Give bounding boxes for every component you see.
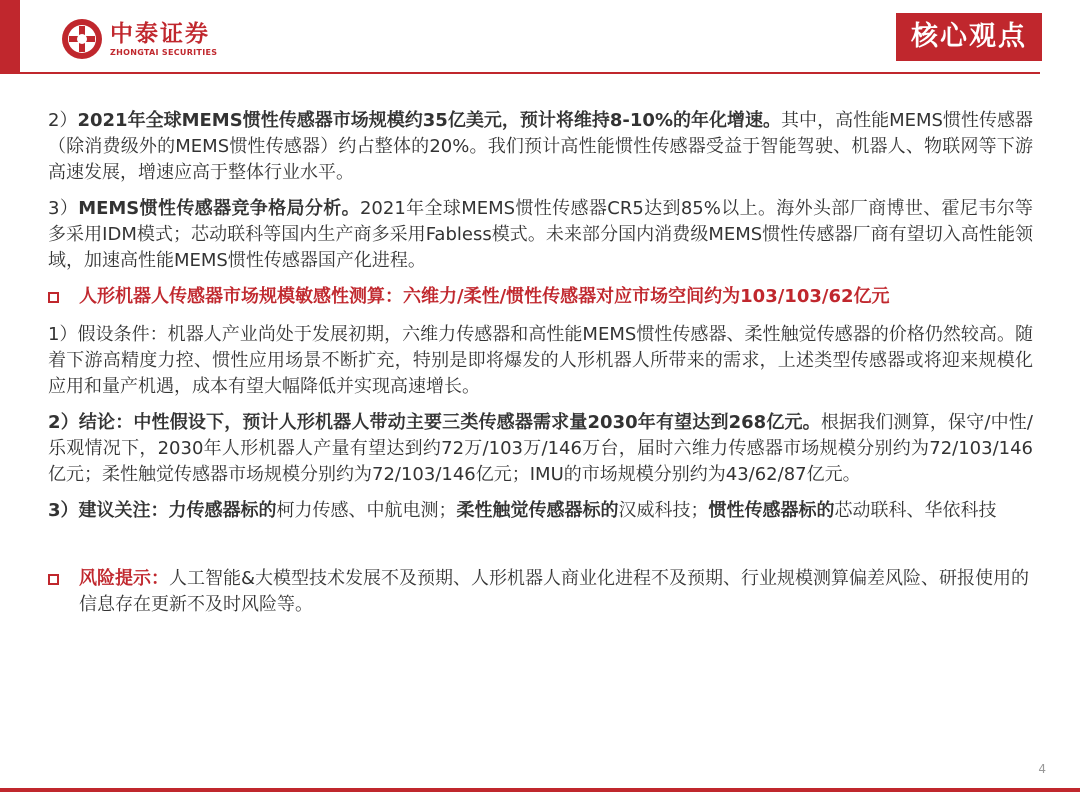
recommend-stocks-force: 柯力传感、中航电测； xyxy=(276,500,457,521)
footer-divider xyxy=(0,788,1080,792)
paragraph-competition xyxy=(48,196,1033,274)
square-bullet-icon xyxy=(48,574,59,585)
zhongtai-logo-icon xyxy=(60,17,104,61)
paragraph-number: 2） xyxy=(48,110,78,131)
paragraph-assumptions xyxy=(48,322,1033,400)
page-number: 4 xyxy=(1038,762,1046,776)
page-title-box xyxy=(896,13,1042,61)
brand-logo xyxy=(60,17,217,61)
recommend-lead: 3）建议关注： xyxy=(48,500,169,521)
paragraph-text: 1）假设条件：机器人产业尚处于发展初期，六维力传感器和高性能MEMS惯性传感器、柔性触觉传感器的价格仍然较高。随着下游高精度力控、惯性应用场景不断扩充，特别是即将爆发的人形机器人所带来的需求，上述类型传感器或将迎来规模化应用和量产机遇，成本有望大幅降低并实现高速增长。 xyxy=(48,324,1033,397)
recommend-stocks-inertial: 芯动联科、华依科技 xyxy=(834,500,997,521)
brand-name-en: ZHONGTAI SECURITIES xyxy=(110,47,218,57)
paragraph-bold: MEMS惯性传感器竞争格局分析。 xyxy=(78,198,360,219)
recommend-stocks-flexible: 汉威科技； xyxy=(618,500,709,521)
square-bullet-icon xyxy=(48,292,59,303)
risk-label: 风险提示： xyxy=(79,568,169,589)
recommend-category-force: 力传感器标的 xyxy=(168,500,277,521)
header-divider xyxy=(0,72,1040,74)
paragraph-conclusion xyxy=(48,410,1033,488)
paragraph-text: 其中，高性能MEMS惯性传感器（除消费级外的MEMS惯性传感器）约占整体的20%。我们预计高性能惯性传感器受益于智能驾驶、机器人、物联网等下游高速发展，增速应高于整体行业水平。 xyxy=(48,110,1033,183)
risk-warning xyxy=(48,566,1033,618)
paragraph-bold: 2）结论：中性假设下，预计人形机器人带动主要三类传感器需求量2030年有望达到268亿元。 xyxy=(48,412,821,433)
brand-name-cn: 中泰证券 xyxy=(110,20,210,47)
paragraph-market-size xyxy=(48,108,1033,186)
main-content xyxy=(48,108,1033,618)
paragraph-text: 根据我们测算，保守/中性/乐观情况下，2030年人形机器人产量有望达到约72万/103万/146万台，届时六维力传感器市场规模分别约为72/103/146亿元；柔性触觉传感器市场规模分别约为72/103/146亿元；IMU的市场规模分别约为43/62/87亿元。 xyxy=(48,412,1033,485)
headline-text: 人形机器人传感器市场规模敏感性测算：六维力/柔性/惯性传感器对应市场空间约为103/103/62亿元 xyxy=(79,286,890,307)
risk-text: 人工智能&大模型技术发展不及预期、人形机器人商业化进程不及预期、行业规模测算偏差风险、研报使用的信息存在更新不及时风险等。 xyxy=(79,568,1030,615)
paragraph-recommendations xyxy=(48,498,1033,524)
header-accent-bar xyxy=(0,0,20,73)
section-headline xyxy=(48,284,1033,310)
recommend-category-flexible: 柔性触觉传感器标的 xyxy=(456,500,619,521)
page-title: 核心观点 xyxy=(911,21,1027,52)
paragraph-bold: 2021年全球MEMS惯性传感器市场规模约35亿美元，预计将维持8-10%的年化增速。 xyxy=(77,110,782,131)
paragraph-text: 2021年全球MEMS惯性传感器CR5达到85%以上。海外头部厂商博世、霍尼韦尔等多采用IDM模式；芯动联科等国内生产商多采用Fabless模式。未来部分国内消费级MEMS惯性传感器厂商有望切入高性能领域，加速高性能MEMS惯性传感器国产化进程。 xyxy=(48,198,1034,271)
paragraph-number: 3） xyxy=(48,198,79,219)
recommend-category-inertial: 惯性传感器标的 xyxy=(708,500,835,521)
